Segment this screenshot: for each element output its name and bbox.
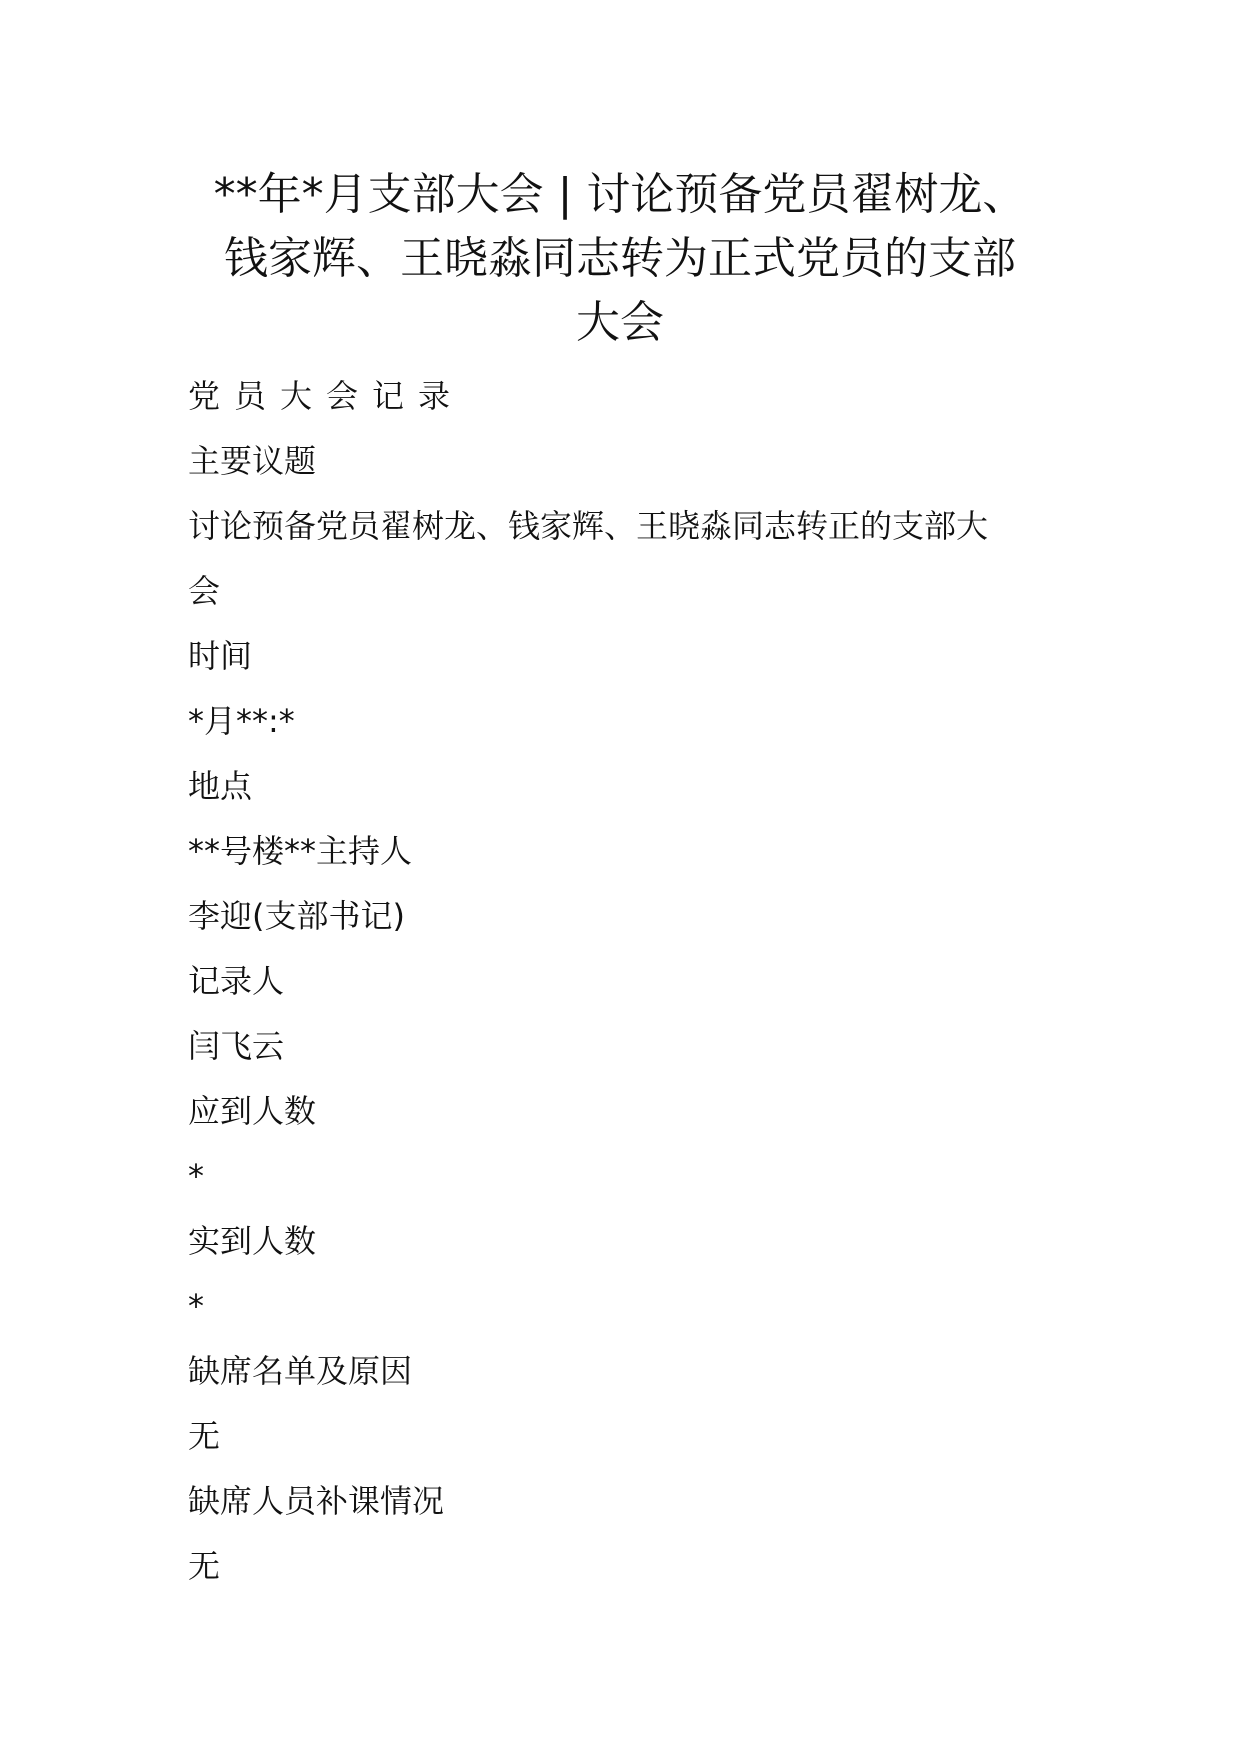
location-value-host-label: **号楼**主持人 bbox=[188, 832, 413, 870]
record-heading: 党员大会记录 bbox=[188, 377, 465, 415]
makeup-status-value: 无 bbox=[188, 1547, 221, 1585]
location-label: 地点 bbox=[188, 767, 253, 805]
time-label: 时间 bbox=[188, 637, 253, 675]
document-title bbox=[180, 163, 1060, 355]
absent-list-value: 无 bbox=[188, 1417, 221, 1455]
topic-value-line-1: 讨论预备党员翟树龙、钱家辉、王晓淼同志转正的支部大 bbox=[188, 507, 989, 545]
host-value: 李迎(支部书记) bbox=[188, 897, 405, 935]
time-value: *月**:* bbox=[188, 702, 295, 740]
actual-attendance-value: * bbox=[188, 1287, 204, 1325]
title-line-3: 大会 bbox=[576, 297, 664, 348]
expected-attendance-value: * bbox=[188, 1157, 204, 1195]
makeup-status-label: 缺席人员补课情况 bbox=[188, 1482, 445, 1520]
meeting-record-body bbox=[188, 364, 1068, 1599]
expected-attendance-label: 应到人数 bbox=[188, 1092, 317, 1130]
title-line-2: 钱家辉、王晓淼同志转为正式党员的支部 bbox=[224, 233, 1016, 284]
topic-label: 主要议题 bbox=[188, 442, 317, 480]
topic-value-line-2: 会 bbox=[188, 572, 221, 610]
absent-list-label: 缺席名单及原因 bbox=[188, 1352, 413, 1390]
recorder-label: 记录人 bbox=[188, 962, 285, 1000]
title-line-1: **年*月支部大会 | 讨论预备党员翟树龙、 bbox=[213, 169, 1027, 220]
actual-attendance-label: 实到人数 bbox=[188, 1222, 317, 1260]
recorder-value: 闫飞云 bbox=[188, 1027, 285, 1065]
